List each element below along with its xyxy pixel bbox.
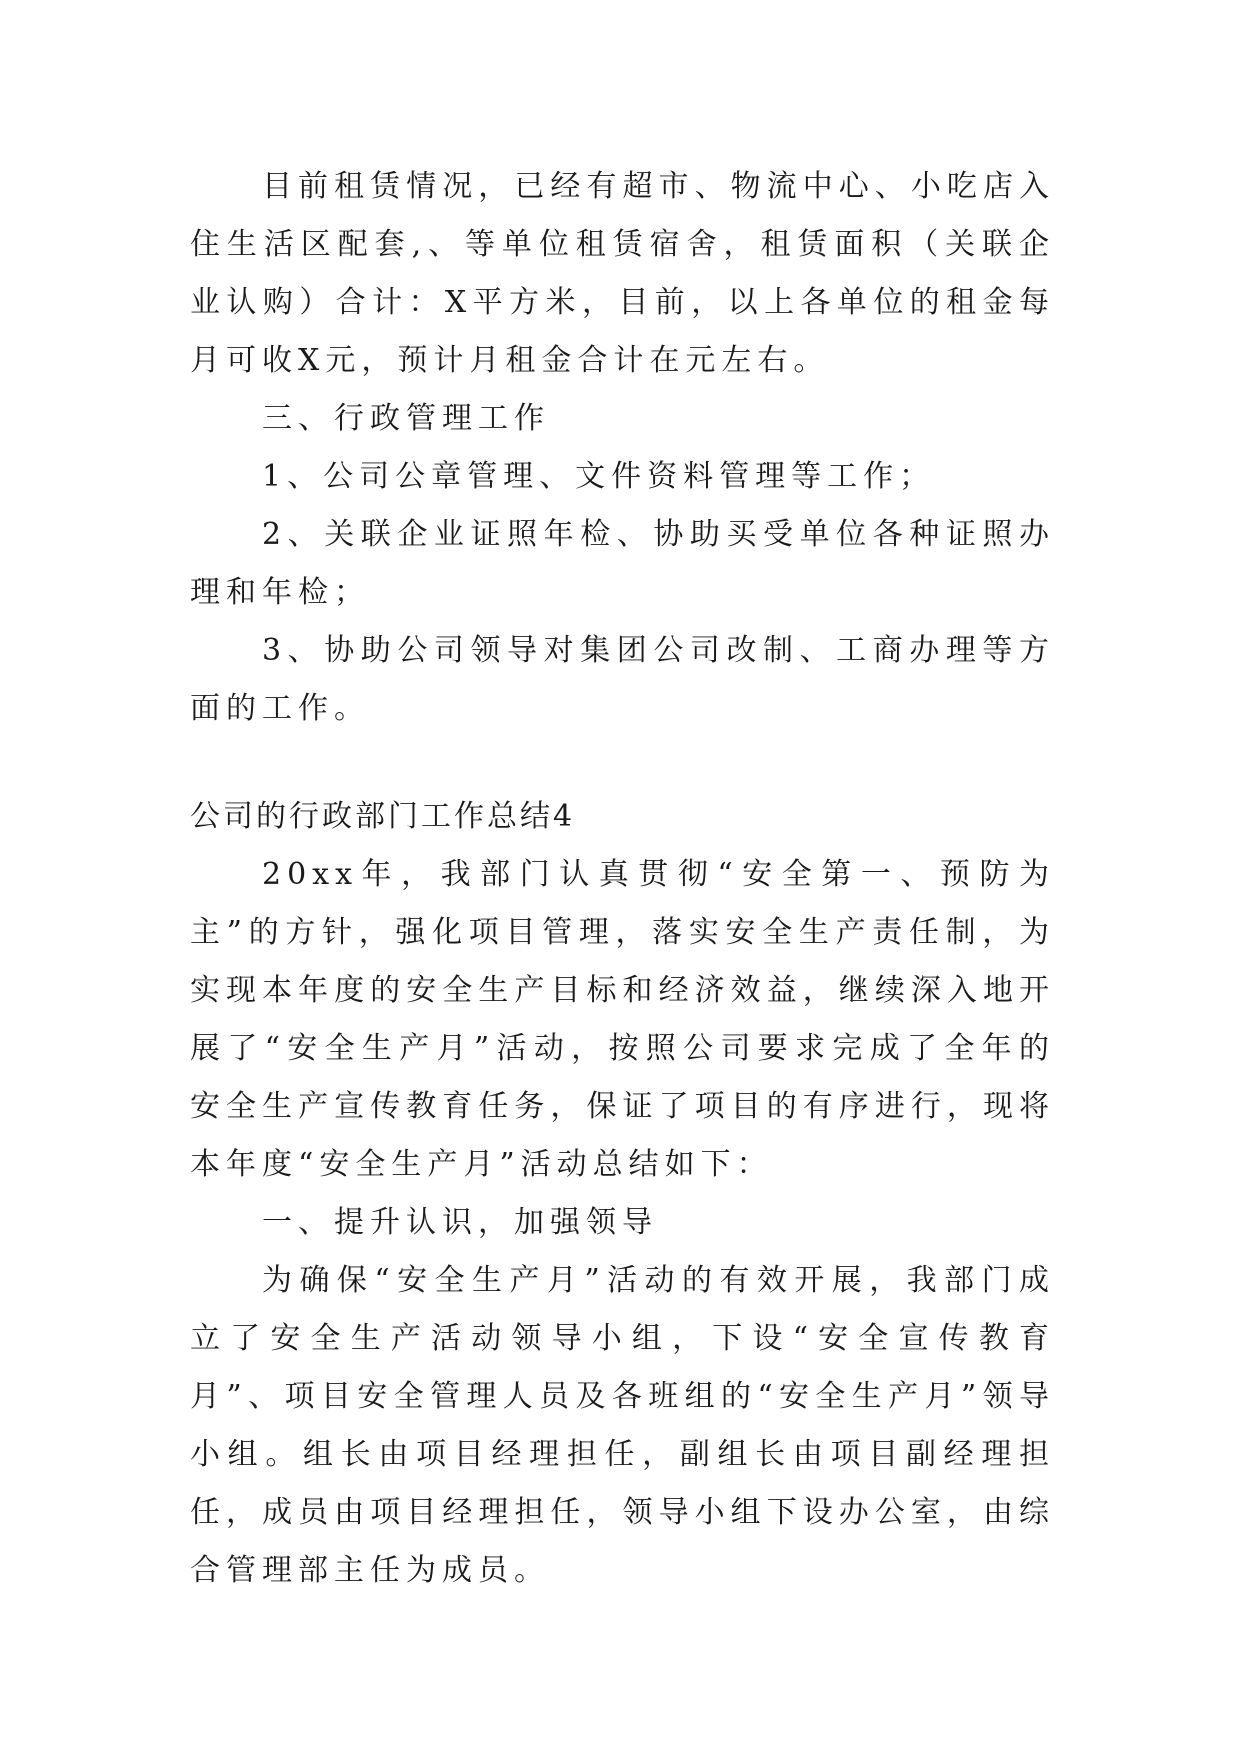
- admin-work-subheading: 三、行政管理工作: [262, 401, 550, 436]
- admin-item-2: 2、关联企业证照年检、协助买受单位各种证照办理和年检；: [190, 517, 1055, 610]
- section-title: 公司的行政部门工作总结4: [190, 799, 576, 834]
- intro-paragraph: 20xx年，我部门认真贯彻“安全第一、预防为主”的方针，强化项目管理，落实安全生产责任制，为实现本年度的安全生产目标和经济效益，继续深入地开展了“安全生产月”活动，按照公司要求完成了全年的安全生产宣传教育任务，保证了项目的有序进行，现将本年度“安全生产月”活动总结如下：: [190, 857, 1055, 1182]
- leadership-paragraph: 为确保“安全生产月”活动的有效开展，我部门成立了安全生产活动领导小组，下设“安全宣传教育月”、项目安全管理人员及各班组的“安全生产月”领导小组。组长由项目经理担任，副组长由项目副经理担任，成员由项目经理担任，领导小组下设办公室，由综合管理部主任为成员。: [190, 1263, 1055, 1588]
- rental-paragraph: 目前租赁情况，已经有超市、物流中心、小吃店入住生活区配套,、等单位租赁宿舍，租赁面积（关联企业认购）合计：X平方米，目前，以上各单位的租金每月可收X元，预计月租金合计在元左右。: [190, 169, 1055, 378]
- section-gap: [190, 738, 1055, 788]
- leadership-subheading: 一、提升认识，加强领导: [262, 1205, 658, 1240]
- document-page: [190, 158, 1055, 1600]
- admin-item-1: 1、公司公章管理、文件资料管理等工作；: [262, 459, 936, 494]
- admin-item-3: 3、协助公司领导对集团公司改制、工商办理等方面的工作。: [190, 633, 1055, 726]
